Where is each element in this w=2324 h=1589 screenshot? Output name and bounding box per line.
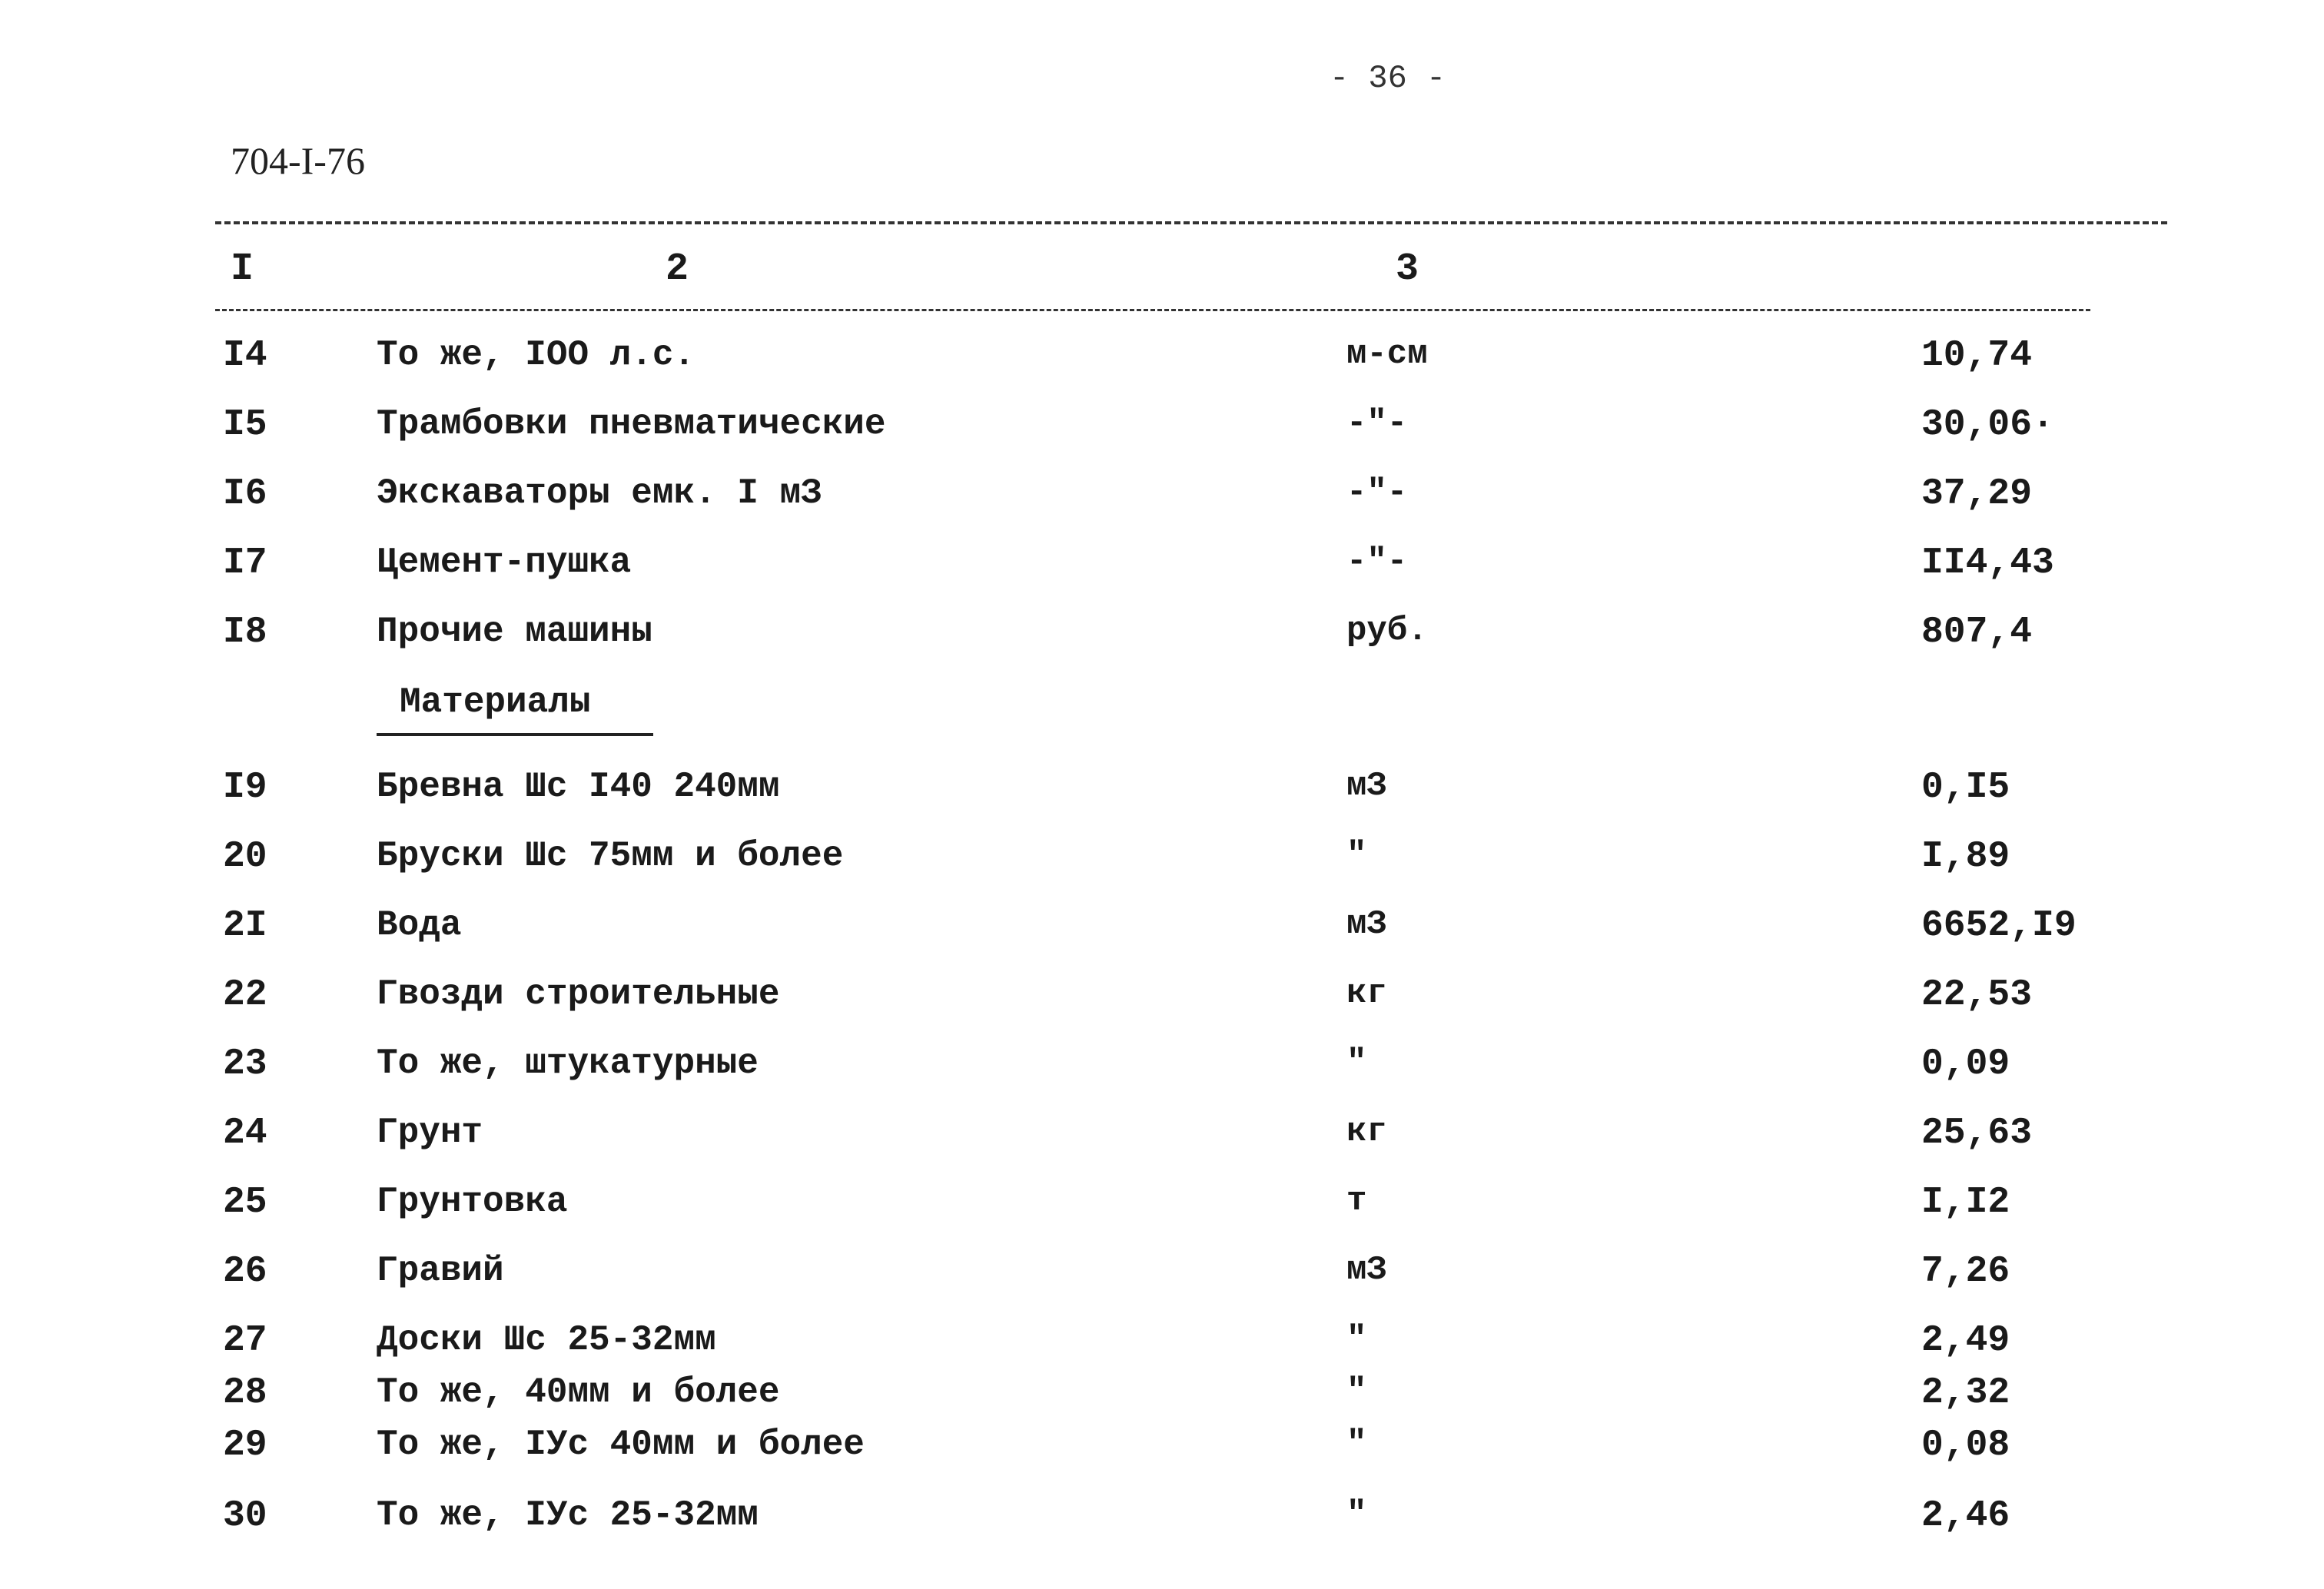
row-name: То же, IOO л.с. bbox=[377, 335, 696, 375]
row-number: I8 bbox=[223, 612, 267, 653]
table-row bbox=[0, 1251, 2324, 1297]
table-row bbox=[0, 836, 2324, 882]
row-value: 0,08 bbox=[1921, 1425, 2010, 1466]
row-name: Грунт bbox=[377, 1113, 483, 1153]
row-value: 22,53 bbox=[1921, 974, 2033, 1016]
table-header-rule bbox=[215, 309, 2090, 311]
row-number: I6 bbox=[223, 473, 267, 515]
row-unit: мЗ bbox=[1346, 767, 1387, 805]
row-unit: т bbox=[1346, 1182, 1367, 1220]
row-value: 25,63 bbox=[1921, 1113, 2033, 1154]
table-row bbox=[0, 612, 2324, 658]
row-name: Экскаваторы емк. I мЗ bbox=[377, 473, 822, 513]
row-value: 6652,I9 bbox=[1921, 905, 2077, 947]
table-row bbox=[0, 1495, 2324, 1541]
row-unit: -"- bbox=[1346, 404, 1408, 443]
row-value: I,I2 bbox=[1921, 1182, 2010, 1223]
row-number: I5 bbox=[223, 404, 267, 446]
section-title-materials: Материалы bbox=[400, 682, 591, 722]
table-row bbox=[0, 1043, 2324, 1090]
table-top-rule bbox=[215, 221, 2167, 224]
row-name: Гравий bbox=[377, 1251, 504, 1291]
row-unit: мЗ bbox=[1346, 1251, 1387, 1289]
row-name: То же, штукатурные bbox=[377, 1043, 759, 1083]
row-unit: " bbox=[1346, 1320, 1367, 1358]
row-value: 2,49 bbox=[1921, 1320, 2010, 1362]
row-name: Вода bbox=[377, 905, 462, 945]
row-value: 30,06· bbox=[1921, 404, 2054, 446]
row-name: Гвозди строительные bbox=[377, 974, 780, 1014]
table-row bbox=[0, 335, 2324, 381]
row-value: 37,29 bbox=[1921, 473, 2033, 515]
row-unit: -"- bbox=[1346, 473, 1408, 512]
header-col-3: 3 bbox=[1396, 247, 1419, 291]
row-name: Бруски Шс 75мм и более bbox=[377, 836, 844, 876]
row-number: 22 bbox=[223, 974, 267, 1016]
row-number: 24 bbox=[223, 1113, 267, 1154]
row-number: 26 bbox=[223, 1251, 267, 1292]
row-value: I,89 bbox=[1921, 836, 2010, 877]
row-name: Доски Шс 25-32мм bbox=[377, 1320, 716, 1360]
row-unit: " bbox=[1346, 836, 1367, 874]
row-value: 2,46 bbox=[1921, 1495, 2010, 1537]
row-name: Прочие машины bbox=[377, 612, 652, 652]
row-unit: руб. bbox=[1346, 612, 1428, 650]
table-row bbox=[0, 473, 2324, 519]
row-number: 29 bbox=[223, 1425, 267, 1466]
row-unit: " bbox=[1346, 1372, 1367, 1411]
row-unit: кг bbox=[1346, 1113, 1387, 1151]
table-row bbox=[0, 767, 2324, 813]
row-number: I9 bbox=[223, 767, 267, 808]
row-name: Бревна Шс I40 240мм bbox=[377, 767, 780, 807]
row-name: То же, IУс 25-32мм bbox=[377, 1495, 759, 1535]
row-name: То же, IУс 40мм и более bbox=[377, 1425, 865, 1465]
header-col-2: 2 bbox=[666, 247, 689, 291]
row-unit: " bbox=[1346, 1043, 1367, 1082]
row-unit: " bbox=[1346, 1425, 1367, 1463]
row-number: 2I bbox=[223, 905, 267, 947]
table-row bbox=[0, 1372, 2324, 1418]
row-name: Трамбовки пневматические bbox=[377, 404, 886, 444]
row-value: 10,74 bbox=[1921, 335, 2033, 377]
document-id: 704-I-76 bbox=[231, 139, 365, 182]
table-row bbox=[0, 542, 2324, 589]
table-row bbox=[0, 1182, 2324, 1228]
row-name: Цемент-пушка bbox=[377, 542, 632, 582]
row-name: Грунтовка bbox=[377, 1182, 568, 1222]
row-value: 807,4 bbox=[1921, 612, 2033, 653]
row-unit: мЗ bbox=[1346, 905, 1387, 944]
row-value: 7,26 bbox=[1921, 1251, 2010, 1292]
row-value: 0,I5 bbox=[1921, 767, 2010, 808]
table-row bbox=[0, 404, 2324, 450]
row-number: 28 bbox=[223, 1372, 267, 1414]
row-unit: -"- bbox=[1346, 542, 1408, 581]
table-row bbox=[0, 1425, 2324, 1471]
row-value: II4,43 bbox=[1921, 542, 2054, 584]
row-number: 20 bbox=[223, 836, 267, 877]
row-value: 2,32 bbox=[1921, 1372, 2010, 1414]
row-number: 23 bbox=[223, 1043, 267, 1085]
row-unit: кг bbox=[1346, 974, 1387, 1013]
row-name: То же, 40мм и более bbox=[377, 1372, 780, 1412]
page-number: - 36 - bbox=[1330, 60, 1446, 97]
table-row bbox=[0, 974, 2324, 1020]
table-row bbox=[0, 905, 2324, 951]
header-col-1: I bbox=[231, 247, 254, 291]
row-unit: м-см bbox=[1346, 335, 1428, 373]
row-number: I4 bbox=[223, 335, 267, 377]
table-row bbox=[0, 1113, 2324, 1159]
table-row bbox=[0, 1320, 2324, 1366]
row-number: 25 bbox=[223, 1182, 267, 1223]
row-unit: " bbox=[1346, 1495, 1367, 1534]
section-underline bbox=[377, 733, 653, 736]
row-number: 30 bbox=[223, 1495, 267, 1537]
row-number: 27 bbox=[223, 1320, 267, 1362]
row-number: I7 bbox=[223, 542, 267, 584]
row-value: 0,09 bbox=[1921, 1043, 2010, 1085]
